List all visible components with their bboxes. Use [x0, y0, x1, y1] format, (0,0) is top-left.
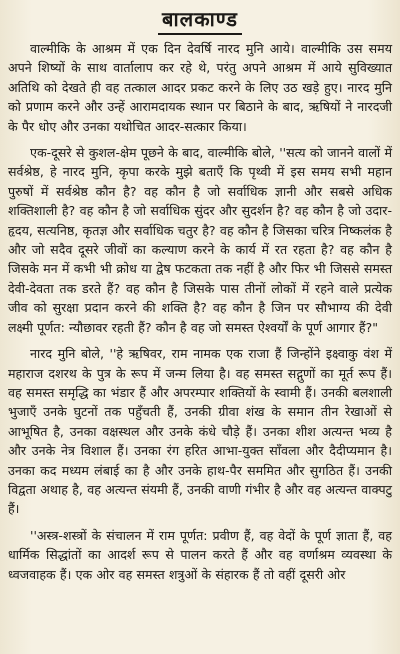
paragraph-3: नारद मुनि बोले, ''हे ऋषिवर, राम नामक एक राजा हैं जिन्होंने इक्ष्वाकु वंश में महाराज दशरथ के पुत्र के रूप में जन्म लिया है। वह समस्त सद्गुणों का मूर्त रूप हैं। वह समस्त समृद्धि का भंडार हैं और अपरम्पार शक्तियों के स्वामी हैं। उनकी बलशाली भुजाएँ उनके घुटनों तक पहुँचती हैं, उनकी ग्रीवा शंख के समान तीन रेखाओं से आभूषित है, उनका वक्षस्थल और उनके कंधे चौड़े हैं। उनका शीश अत्यन्त भव्य है और उनके नेत्र विशाल हैं। उनका रंग हरित आभा-युक्त साँवला और दैदीप्यमान है। उनका कद मध्यम लंबाई का है और उनके हाथ-पैर सममित और सुगठित हैं। उनकी विद्वता अथाह है, वह अत्यन्त संयमी हैं, उनकी वाणी गंभीर है और वह अत्यन्त वाक्पटु हैं। [8, 346, 392, 517]
paragraph-2: एक-दूसरे से कुशल-क्षेम पूछने के बाद, वाल्मीकि बोले, ''सत्य को जानने वालों में सर्वश्रेष्ठ, हे नारद मुनि, कृपा करके मुझे बताएँ कि पृथ्वी में इस समय सभी महान पुरुषों में सर्वश्रेष्ठ कौन है? वह कौन है जो सर्वाधिक ज्ञानी और सबसे अधिक शक्तिशाली है? वह कौन है जो सर्वाधिक सुंदर और सुदर्शन है? वह कौन है जो उदार-हृदय, सत्यनिष्ठ, कृतज्ञ और सर्वाधिक चतुर है? वह कौन है जिसका चरित्र निष्कलंक है और जो सदैव दूसरे जीवों का कल्याण करने के कार्य में रत रहता है? वह कौन है जिसके मन में कभी भी क्रोध या द्वेष फटकता तक नहीं है और फिर भी जिससे समस्त देवी-देवता तक डरते हैं? वह कौन है जिसके पास तीनों लोकों में रहने वाले प्रत्येक जीव को सुरक्षा प्रदान करने की शक्ति है? वह कौन है जिन पर सौभाग्य की देवी लक्ष्मी पूर्णत: न्यौछावर रहती हैं? कौन है वह जो समस्त ऐश्वर्यों के पूर्ण आगार हैं?" [8, 145, 392, 335]
chapter-title-wrap [8, 6, 392, 35]
paragraph-1: वाल्मीकि के आश्रम में एक दिन देवर्षि नारद मुनि आये। वाल्मीकि उस समय अपने शिष्यों के साथ वार्तालाप कर रहे थे, परंतु अपने आश्रम में आये सुविख्यात अतिथि को देखते ही वह तत्काल आदर प्रकट करने के लिए उठ खड़े हुए। नारद मुनि को प्रणाम करने और उन्हें आरामदायक स्थान पर बिठाने के बाद, ऋषियों ने नारदजी के पैर धोए और उनका यथोचित आदर-सत्कार किया। [8, 41, 392, 134]
paragraph-4: ''अस्त्र-शस्त्रों के संचालन में राम पूर्णत: प्रवीण हैं, वह वेदों के पूर्ण ज्ञाता हैं, वह धार्मिक सिद्धांतों का आदर्श रूप से पालन करते हैं और वह वर्णाश्रम व्यवस्था के ध्वजवाहक हैं। एक ओर वह समस्त शत्रुओं के संहारक हैं तो वहीं दूसरी ओर [8, 527, 392, 582]
chapter-title: बालकाण्ड [158, 6, 242, 35]
